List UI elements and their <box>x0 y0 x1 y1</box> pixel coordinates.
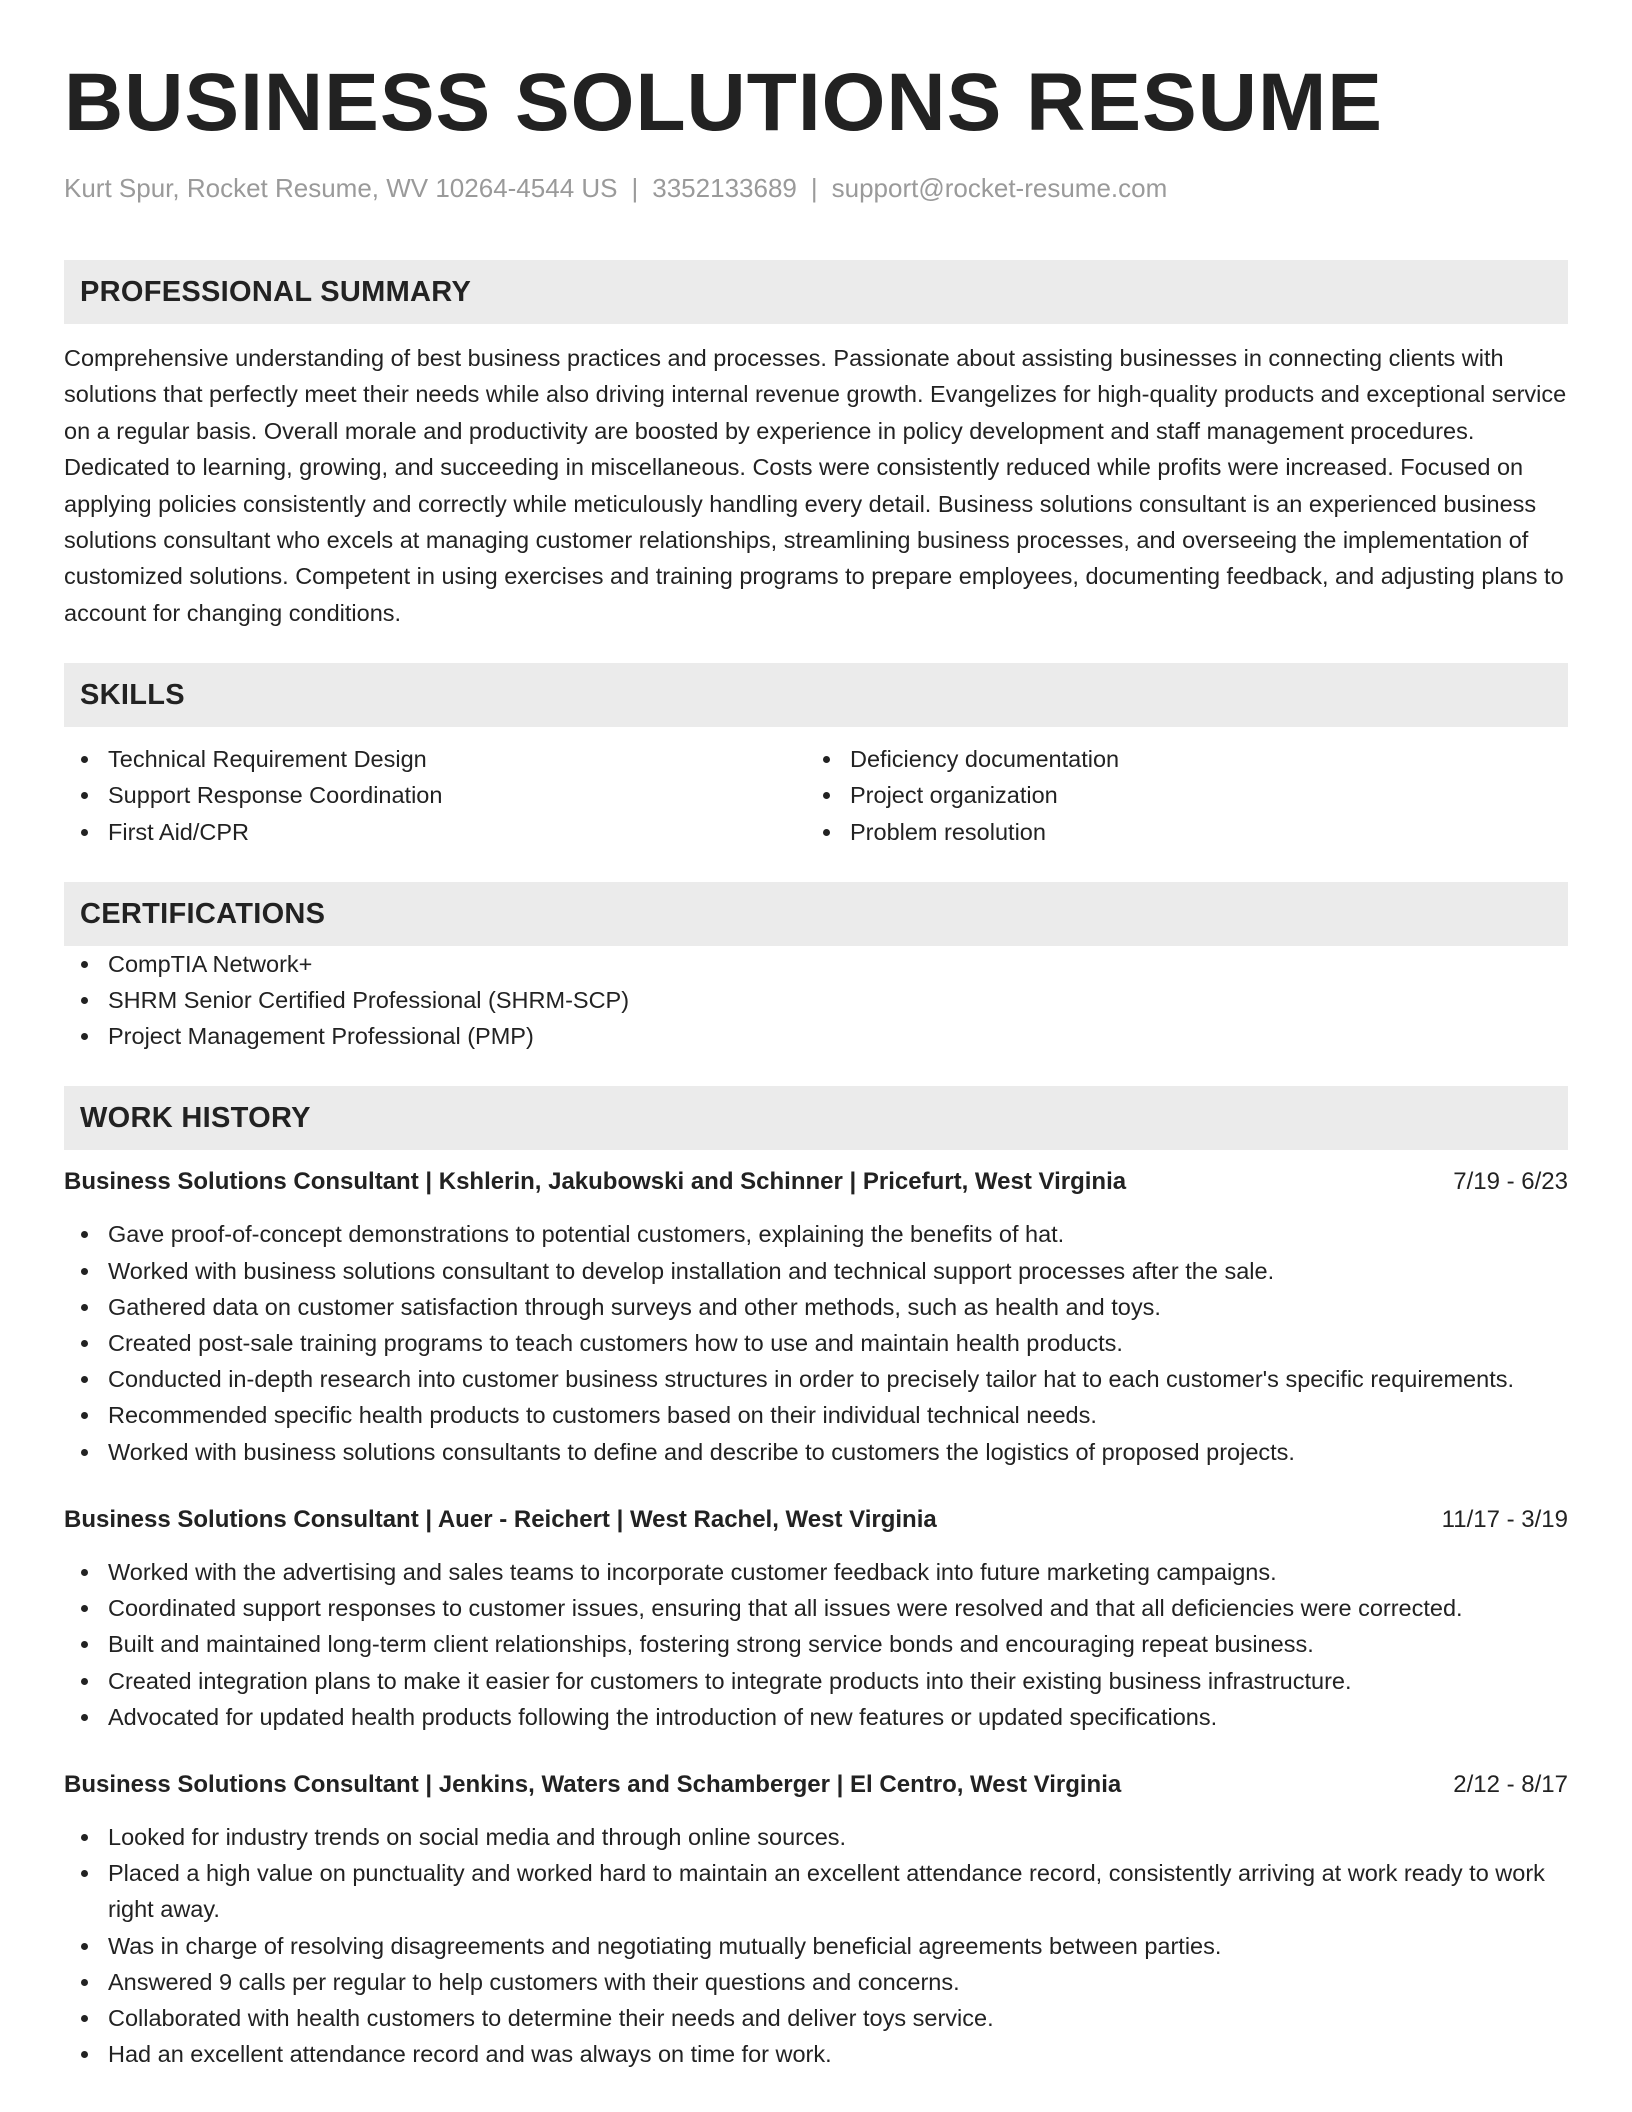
resume-title: BUSINESS SOLUTIONS RESUME <box>64 57 1383 148</box>
job-bullet: Gave proof-of-concept demonstrations to potential customers, explaining the benefits of hat. <box>64 1216 1568 1252</box>
job-bullet: Worked with business solutions consultants to define and describe to customers the logistics of proposed projects. <box>64 1434 1568 1470</box>
job-bullet: Worked with business solutions consultant to develop installation and technical support processes after the sale. <box>64 1253 1568 1289</box>
contact-line <box>64 170 1568 206</box>
job-bullet: Conducted in-depth research into customer business structures in order to precisely tailor hat to each customer's specific requirements. <box>64 1361 1568 1397</box>
skill-item: Support Response Coordination <box>64 777 806 813</box>
job-bullet: Coordinated support responses to customer issues, ensuring that all issues were resolved and that all deficiencies were corrected. <box>64 1590 1568 1626</box>
job-bullet: Worked with the advertising and sales teams to incorporate customer feedback into future marketing campaigns. <box>64 1554 1568 1590</box>
certification-item: CompTIA Network+ <box>64 946 1568 982</box>
job-bullet: Had an excellent attendance record and was always on time for work. <box>64 2036 1568 2072</box>
skill-item: Problem resolution <box>806 814 1548 850</box>
contact-address: Kurt Spur, Rocket Resume, WV 10264-4544 US <box>64 173 618 203</box>
certifications-list <box>64 946 1568 1055</box>
job-bullet: Collaborated with health customers to determine their needs and deliver toys service. <box>64 2000 1568 2036</box>
job-bullet: Was in charge of resolving disagreements and negotiating mutually beneficial agreements between parties. <box>64 1928 1568 1964</box>
certification-item: Project Management Professional (PMP) <box>64 1018 1568 1054</box>
summary-text: Comprehensive understanding of best business practices and processes. Passionate about assisting businesses in connecting clients with solutions that perfectly meet their needs while also driving internal revenue growth. Evangelizes for high-quality products and exceptional service on a regular basis. Overall morale and productivity are boosted by experience in policy development and staff management procedures. Dedicated to learning, growing, and succeeding in miscellaneous. Costs were consistently reduced while profits were increased. Focused on applying policies consistently and correctly while meticulously handling every detail. Business solutions consultant is an experienced business solutions consultant who excels at managing customer relationships, streamlining business processes, and overseeing the implementation of customized solutions. Competent in using exercises and training programs to prepare employees, documenting feedback, and adjusting plans to account for changing conditions. <box>64 345 1567 626</box>
job-title: Business Solutions Consultant | Jenkins, Waters and Schamberger | El Centro, West Virginia <box>64 1770 1122 1798</box>
section-header-work-history: WORK HISTORY <box>64 1086 1568 1150</box>
resume-page <box>64 48 1568 2072</box>
job-bullet: Built and maintained long-term client relationships, fostering strong service bonds and encouraging repeat business. <box>64 1626 1568 1662</box>
skill-item: Project organization <box>806 777 1548 813</box>
job-header <box>64 1164 1568 1200</box>
section-header-skills: SKILLS <box>64 663 1568 727</box>
job-dates: 2/12 - 8/17 <box>1453 1770 1568 1798</box>
skills-column-right <box>806 741 1548 850</box>
job-bullet: Recommended specific health products to customers based on their individual technical needs. <box>64 1397 1568 1433</box>
job-header <box>64 1502 1568 1538</box>
job-entry <box>64 1767 1568 2072</box>
job-bullet: Created integration plans to make it easier for customers to integrate products into their existing business infrastructure. <box>64 1663 1568 1699</box>
job-header <box>64 1767 1568 1803</box>
job-title: Business Solutions Consultant | Auer - Reichert | West Rachel, West Virginia <box>64 1505 937 1533</box>
job-bullet: Advocated for updated health products following the introduction of new features or updated specifications. <box>64 1699 1568 1735</box>
contact-separator: | <box>810 173 818 203</box>
job-entry <box>64 1502 1568 1735</box>
section-header-certifications: CERTIFICATIONS <box>64 882 1568 946</box>
skill-item: Technical Requirement Design <box>64 741 806 777</box>
job-dates: 7/19 - 6/23 <box>1453 1168 1568 1196</box>
job-bullets <box>64 1819 1568 2072</box>
skill-item: Deficiency documentation <box>806 741 1548 777</box>
contact-phone: 3352133689 <box>652 173 797 203</box>
skills-column-left <box>64 741 806 850</box>
job-dates: 11/17 - 3/19 <box>1441 1505 1568 1533</box>
job-bullets <box>64 1554 1568 1735</box>
contact-email[interactable]: support@rocket-resume.com <box>831 173 1168 203</box>
job-bullet: Answered 9 calls per regular to help customers with their questions and concerns. <box>64 1964 1568 2000</box>
section-header-summary: PROFESSIONAL SUMMARY <box>64 260 1568 324</box>
job-bullet: Looked for industry trends on social media and through online sources. <box>64 1819 1568 1855</box>
job-bullets <box>64 1216 1568 1469</box>
skill-item: First Aid/CPR <box>64 814 806 850</box>
job-bullet: Placed a high value on punctuality and worked hard to maintain an excellent attendance record, consistently arriving at work ready to work right away. <box>64 1855 1568 1927</box>
job-title: Business Solutions Consultant | Kshlerin, Jakubowski and Schinner | Pricefurt, West Virginia <box>64 1168 1127 1196</box>
skills-grid <box>64 741 1568 850</box>
contact-separator: | <box>631 173 639 203</box>
job-bullet: Gathered data on customer satisfaction through surveys and other methods, such as health and toys. <box>64 1289 1568 1325</box>
job-entry <box>64 1164 1568 1469</box>
job-bullet: Created post-sale training programs to teach customers how to use and maintain health products. <box>64 1325 1568 1361</box>
certification-item: SHRM Senior Certified Professional (SHRM-SCP) <box>64 982 1568 1018</box>
